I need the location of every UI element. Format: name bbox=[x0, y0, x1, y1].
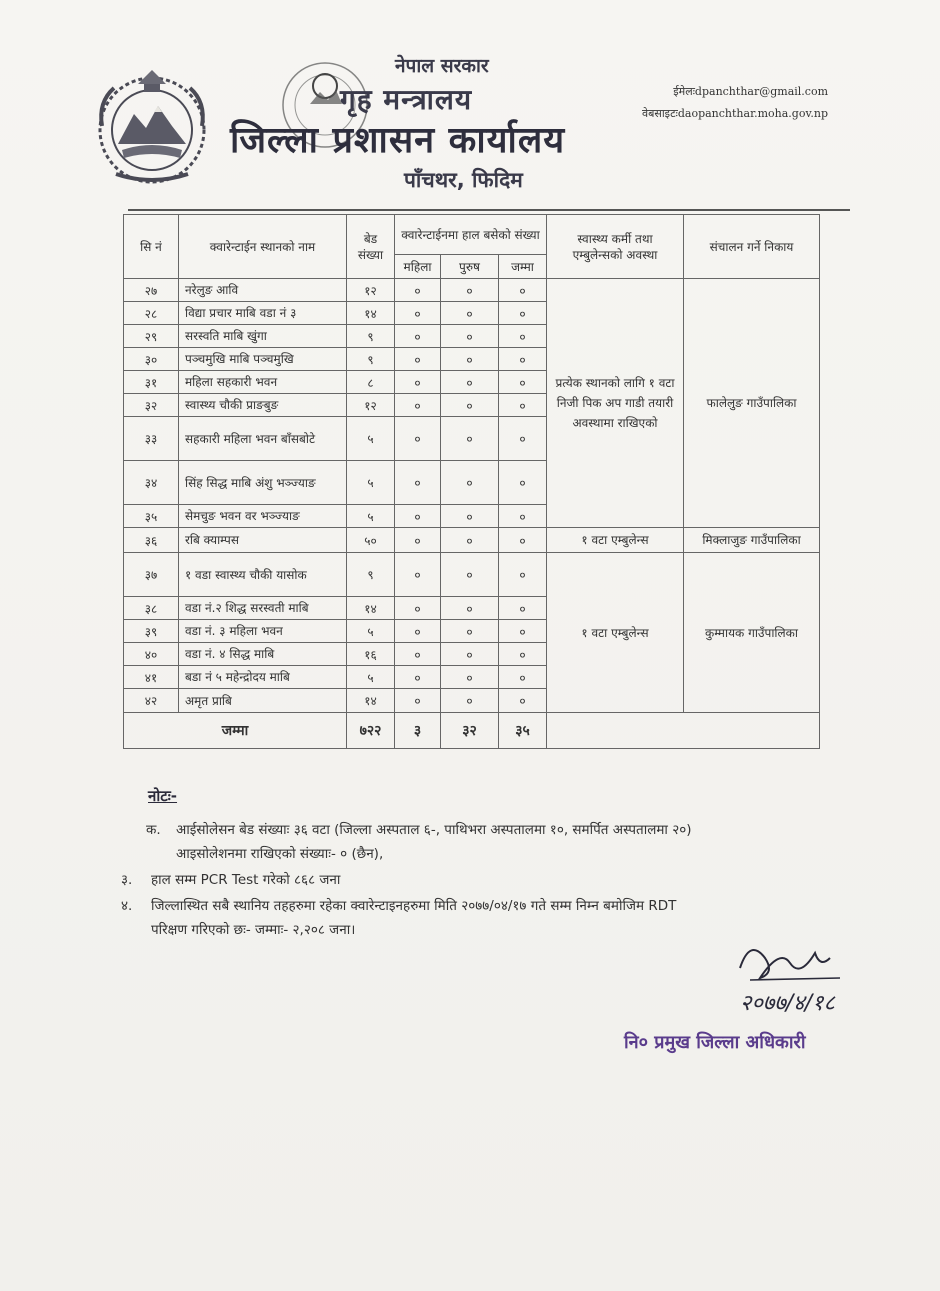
header-current-count: क्वारेन्टाईनमा हाल बसेको संख्या bbox=[395, 215, 547, 255]
cell-beds: १४ bbox=[347, 597, 395, 620]
cell-female: ० bbox=[395, 528, 441, 553]
group2-health-cell: १ वटा एम्बुलेन्स bbox=[547, 528, 684, 553]
header-operator: संचालन गर्ने निकाय bbox=[684, 215, 820, 279]
cell-male: ० bbox=[441, 620, 499, 643]
cell-beds: १६ bbox=[347, 643, 395, 666]
total-empty-cell bbox=[547, 713, 820, 749]
note-3-marker: ४. bbox=[121, 898, 133, 914]
cell-sn: ४१ bbox=[124, 666, 179, 689]
cell-male: ० bbox=[441, 505, 499, 528]
cell-female: ० bbox=[395, 643, 441, 666]
ministry-name: गृह मन्त्रालय bbox=[340, 83, 473, 116]
cell-beds: १४ bbox=[347, 689, 395, 713]
cell-name: बडा नं ५ महेन्द्रोदय माबि bbox=[179, 666, 347, 689]
cell-male: ० bbox=[441, 597, 499, 620]
cell-male: ० bbox=[441, 348, 499, 371]
cell-male: ० bbox=[441, 528, 499, 553]
table-header-row bbox=[124, 215, 820, 255]
cell-male: ० bbox=[441, 689, 499, 713]
cell-name: सिंह सिद्ध माबि अंशु भञ्ज्याङ bbox=[179, 461, 347, 505]
note-1 bbox=[146, 818, 692, 842]
cell-female: ० bbox=[395, 279, 441, 302]
government-name: नेपाल सरकार bbox=[395, 55, 489, 77]
cell-beds: ५ bbox=[347, 461, 395, 505]
cell-total: ० bbox=[499, 371, 547, 394]
cell-beds: १४ bbox=[347, 302, 395, 325]
cell-beds: ९ bbox=[347, 553, 395, 597]
header-divider bbox=[128, 209, 850, 211]
cell-beds: ५ bbox=[347, 620, 395, 643]
cell-total: ० bbox=[499, 620, 547, 643]
note-2-marker: ३. bbox=[121, 872, 133, 888]
cell-total: ० bbox=[499, 325, 547, 348]
total-label: जम्मा bbox=[124, 713, 347, 749]
cell-total: ० bbox=[499, 417, 547, 461]
cell-female: ० bbox=[395, 302, 441, 325]
header-male: पुरुष bbox=[441, 255, 499, 279]
cell-sn: ३८ bbox=[124, 597, 179, 620]
cell-sn: २७ bbox=[124, 279, 179, 302]
cell-beds: ५ bbox=[347, 505, 395, 528]
cell-beds: १२ bbox=[347, 394, 395, 417]
cell-female: ० bbox=[395, 666, 441, 689]
cell-total: ० bbox=[499, 461, 547, 505]
cell-female: ० bbox=[395, 620, 441, 643]
cell-name: रबि क्याम्पस bbox=[179, 528, 347, 553]
cell-female: ० bbox=[395, 689, 441, 713]
note-1-line1: आईसोलेसन बेड संख्याः ३६ वटा (जिल्ला अस्पताल ६-, पाथिभरा अस्पतालमा १०, समर्पित अस्पतालमा २०) bbox=[176, 822, 692, 838]
total-beds: ७२२ bbox=[347, 713, 395, 749]
cell-female: ० bbox=[395, 505, 441, 528]
cell-name: वडा नं. ४ सिद्ध माबि bbox=[179, 643, 347, 666]
header-beds: बेड संख्या bbox=[347, 215, 395, 279]
cell-total: ० bbox=[499, 553, 547, 597]
cell-sn: ४२ bbox=[124, 689, 179, 713]
cell-male: ० bbox=[441, 279, 499, 302]
cell-name: सेमचुङ भवन वर भञ्ज्याङ bbox=[179, 505, 347, 528]
group1-health-cell: प्रत्येक स्थानको लागि १ वटा निजी पिक अप गाडी तयारी अवस्थामा राखिएको bbox=[547, 279, 684, 528]
signatory-title: नि० प्रमुख जिल्ला अधिकारी bbox=[624, 1032, 806, 1053]
cell-name: वडा नं. ३ महिला भवन bbox=[179, 620, 347, 643]
cell-female: ० bbox=[395, 394, 441, 417]
cell-name: सरस्वति माबि खुंगा bbox=[179, 325, 347, 348]
note-1-line2: आइसोलेशनमा राखिएको संख्याः- ० (छैन), bbox=[176, 846, 384, 862]
notes-title: नोटः- bbox=[148, 787, 178, 805]
cell-total: ० bbox=[499, 279, 547, 302]
note-3 bbox=[121, 894, 676, 918]
cell-total: ० bbox=[499, 643, 547, 666]
contact-email: ईमेलःdpanchthar@gmail.com bbox=[673, 85, 828, 98]
cell-name: वडा नं.२ शिद्ध सरस्वती माबि bbox=[179, 597, 347, 620]
cell-name: नरेलुङ आवि bbox=[179, 279, 347, 302]
cell-total: ० bbox=[499, 505, 547, 528]
group3-operator-cell: कुम्मायक गाउँपालिका bbox=[684, 553, 820, 713]
group3-health-cell: १ वटा एम्बुलेन्स bbox=[547, 553, 684, 713]
office-name: जिल्ला प्रशासन कार्यालय bbox=[230, 120, 566, 161]
cell-total: ० bbox=[499, 528, 547, 553]
note-3-line1: जिल्लास्थित सबै स्थानिय तहहरुमा रहेका क्वारेन्टाइनहरुमा मिति २०७७/०४/१७ गते सम्म निम्न बमोजिम RDT bbox=[151, 898, 677, 914]
cell-total: ० bbox=[499, 302, 547, 325]
note-3-line2: परिक्षण गरिएको छः- जम्माः- २,२०८ जना। bbox=[151, 922, 356, 938]
cell-total: ० bbox=[499, 597, 547, 620]
cell-beds: ५ bbox=[347, 666, 395, 689]
quarantine-table bbox=[123, 214, 820, 749]
cell-male: ० bbox=[441, 553, 499, 597]
cell-male: ० bbox=[441, 417, 499, 461]
cell-female: ० bbox=[395, 461, 441, 505]
cell-male: ० bbox=[441, 371, 499, 394]
cell-female: ० bbox=[395, 348, 441, 371]
cell-beds: ९ bbox=[347, 348, 395, 371]
cell-male: ० bbox=[441, 461, 499, 505]
cell-beds: ५ bbox=[347, 417, 395, 461]
cell-name: सहकारी महिला भवन बाँसबोटे bbox=[179, 417, 347, 461]
cell-female: ० bbox=[395, 417, 441, 461]
cell-female: ० bbox=[395, 371, 441, 394]
cell-sn: २९ bbox=[124, 325, 179, 348]
note-2-text: हाल सम्म PCR Test गरेको ८६८ जना bbox=[151, 872, 341, 888]
cell-total: ० bbox=[499, 666, 547, 689]
table-row bbox=[124, 279, 820, 302]
cell-male: ० bbox=[441, 643, 499, 666]
table-row bbox=[124, 553, 820, 597]
cell-beds: ८ bbox=[347, 371, 395, 394]
cell-name: महिला सहकारी भवन bbox=[179, 371, 347, 394]
header-health: स्वास्थ्य कर्मी तथा एम्बुलेन्सको अवस्था bbox=[547, 215, 684, 279]
cell-sn: ३४ bbox=[124, 461, 179, 505]
cell-sn: ३२ bbox=[124, 394, 179, 417]
cell-male: ० bbox=[441, 394, 499, 417]
cell-female: ० bbox=[395, 553, 441, 597]
office-location: पाँचथर, फिदिम bbox=[404, 168, 523, 192]
cell-name: १ वडा स्वास्थ्य चौकी यासोक bbox=[179, 553, 347, 597]
table-row bbox=[124, 528, 820, 553]
group2-operator-cell: मिक्लाजुङ गाउँपालिका bbox=[684, 528, 820, 553]
cell-sn: ३७ bbox=[124, 553, 179, 597]
cell-name: पञ्चमुखि माबि पञ्चमुखि bbox=[179, 348, 347, 371]
cell-male: ० bbox=[441, 666, 499, 689]
table-total-row bbox=[124, 713, 820, 749]
cell-total: ० bbox=[499, 689, 547, 713]
signature-icon bbox=[720, 928, 870, 1028]
cell-sn: ३६ bbox=[124, 528, 179, 553]
cell-female: ० bbox=[395, 597, 441, 620]
header-name: क्वारेन्टाईन स्थानको नाम bbox=[179, 215, 347, 279]
cell-beds: १२ bbox=[347, 279, 395, 302]
cell-name: विद्या प्रचार माबि वडा नं ३ bbox=[179, 302, 347, 325]
cell-male: ० bbox=[441, 302, 499, 325]
cell-total: ० bbox=[499, 394, 547, 417]
cell-beds: ९ bbox=[347, 325, 395, 348]
cell-sn: ३१ bbox=[124, 371, 179, 394]
cell-name: स्वास्थ्य चौकी प्राङबुङ bbox=[179, 394, 347, 417]
nepal-emblem-icon bbox=[92, 66, 212, 188]
contact-website: वेबसाइटःdaopanchthar.moha.gov.np bbox=[642, 107, 828, 120]
cell-sn: ४० bbox=[124, 643, 179, 666]
total-male: ३२ bbox=[441, 713, 499, 749]
group1-operator-cell: फालेलुङ गाउँपालिका bbox=[684, 279, 820, 528]
cell-sn: २८ bbox=[124, 302, 179, 325]
cell-sn: ३३ bbox=[124, 417, 179, 461]
cell-sn: ३० bbox=[124, 348, 179, 371]
note-2 bbox=[121, 868, 340, 892]
header-female: महिला bbox=[395, 255, 441, 279]
total-female: ३ bbox=[395, 713, 441, 749]
header-total: जम्मा bbox=[499, 255, 547, 279]
note-1-marker: क. bbox=[146, 822, 161, 838]
signature-date: २०७७/४/१८ bbox=[740, 991, 835, 1016]
cell-female: ० bbox=[395, 325, 441, 348]
cell-male: ० bbox=[441, 325, 499, 348]
cell-sn: ३५ bbox=[124, 505, 179, 528]
cell-name: अमृत प्राबि bbox=[179, 689, 347, 713]
header-sn: सि नं bbox=[124, 215, 179, 279]
cell-beds: ५० bbox=[347, 528, 395, 553]
total-total: ३५ bbox=[499, 713, 547, 749]
cell-sn: ३९ bbox=[124, 620, 179, 643]
cell-total: ० bbox=[499, 348, 547, 371]
